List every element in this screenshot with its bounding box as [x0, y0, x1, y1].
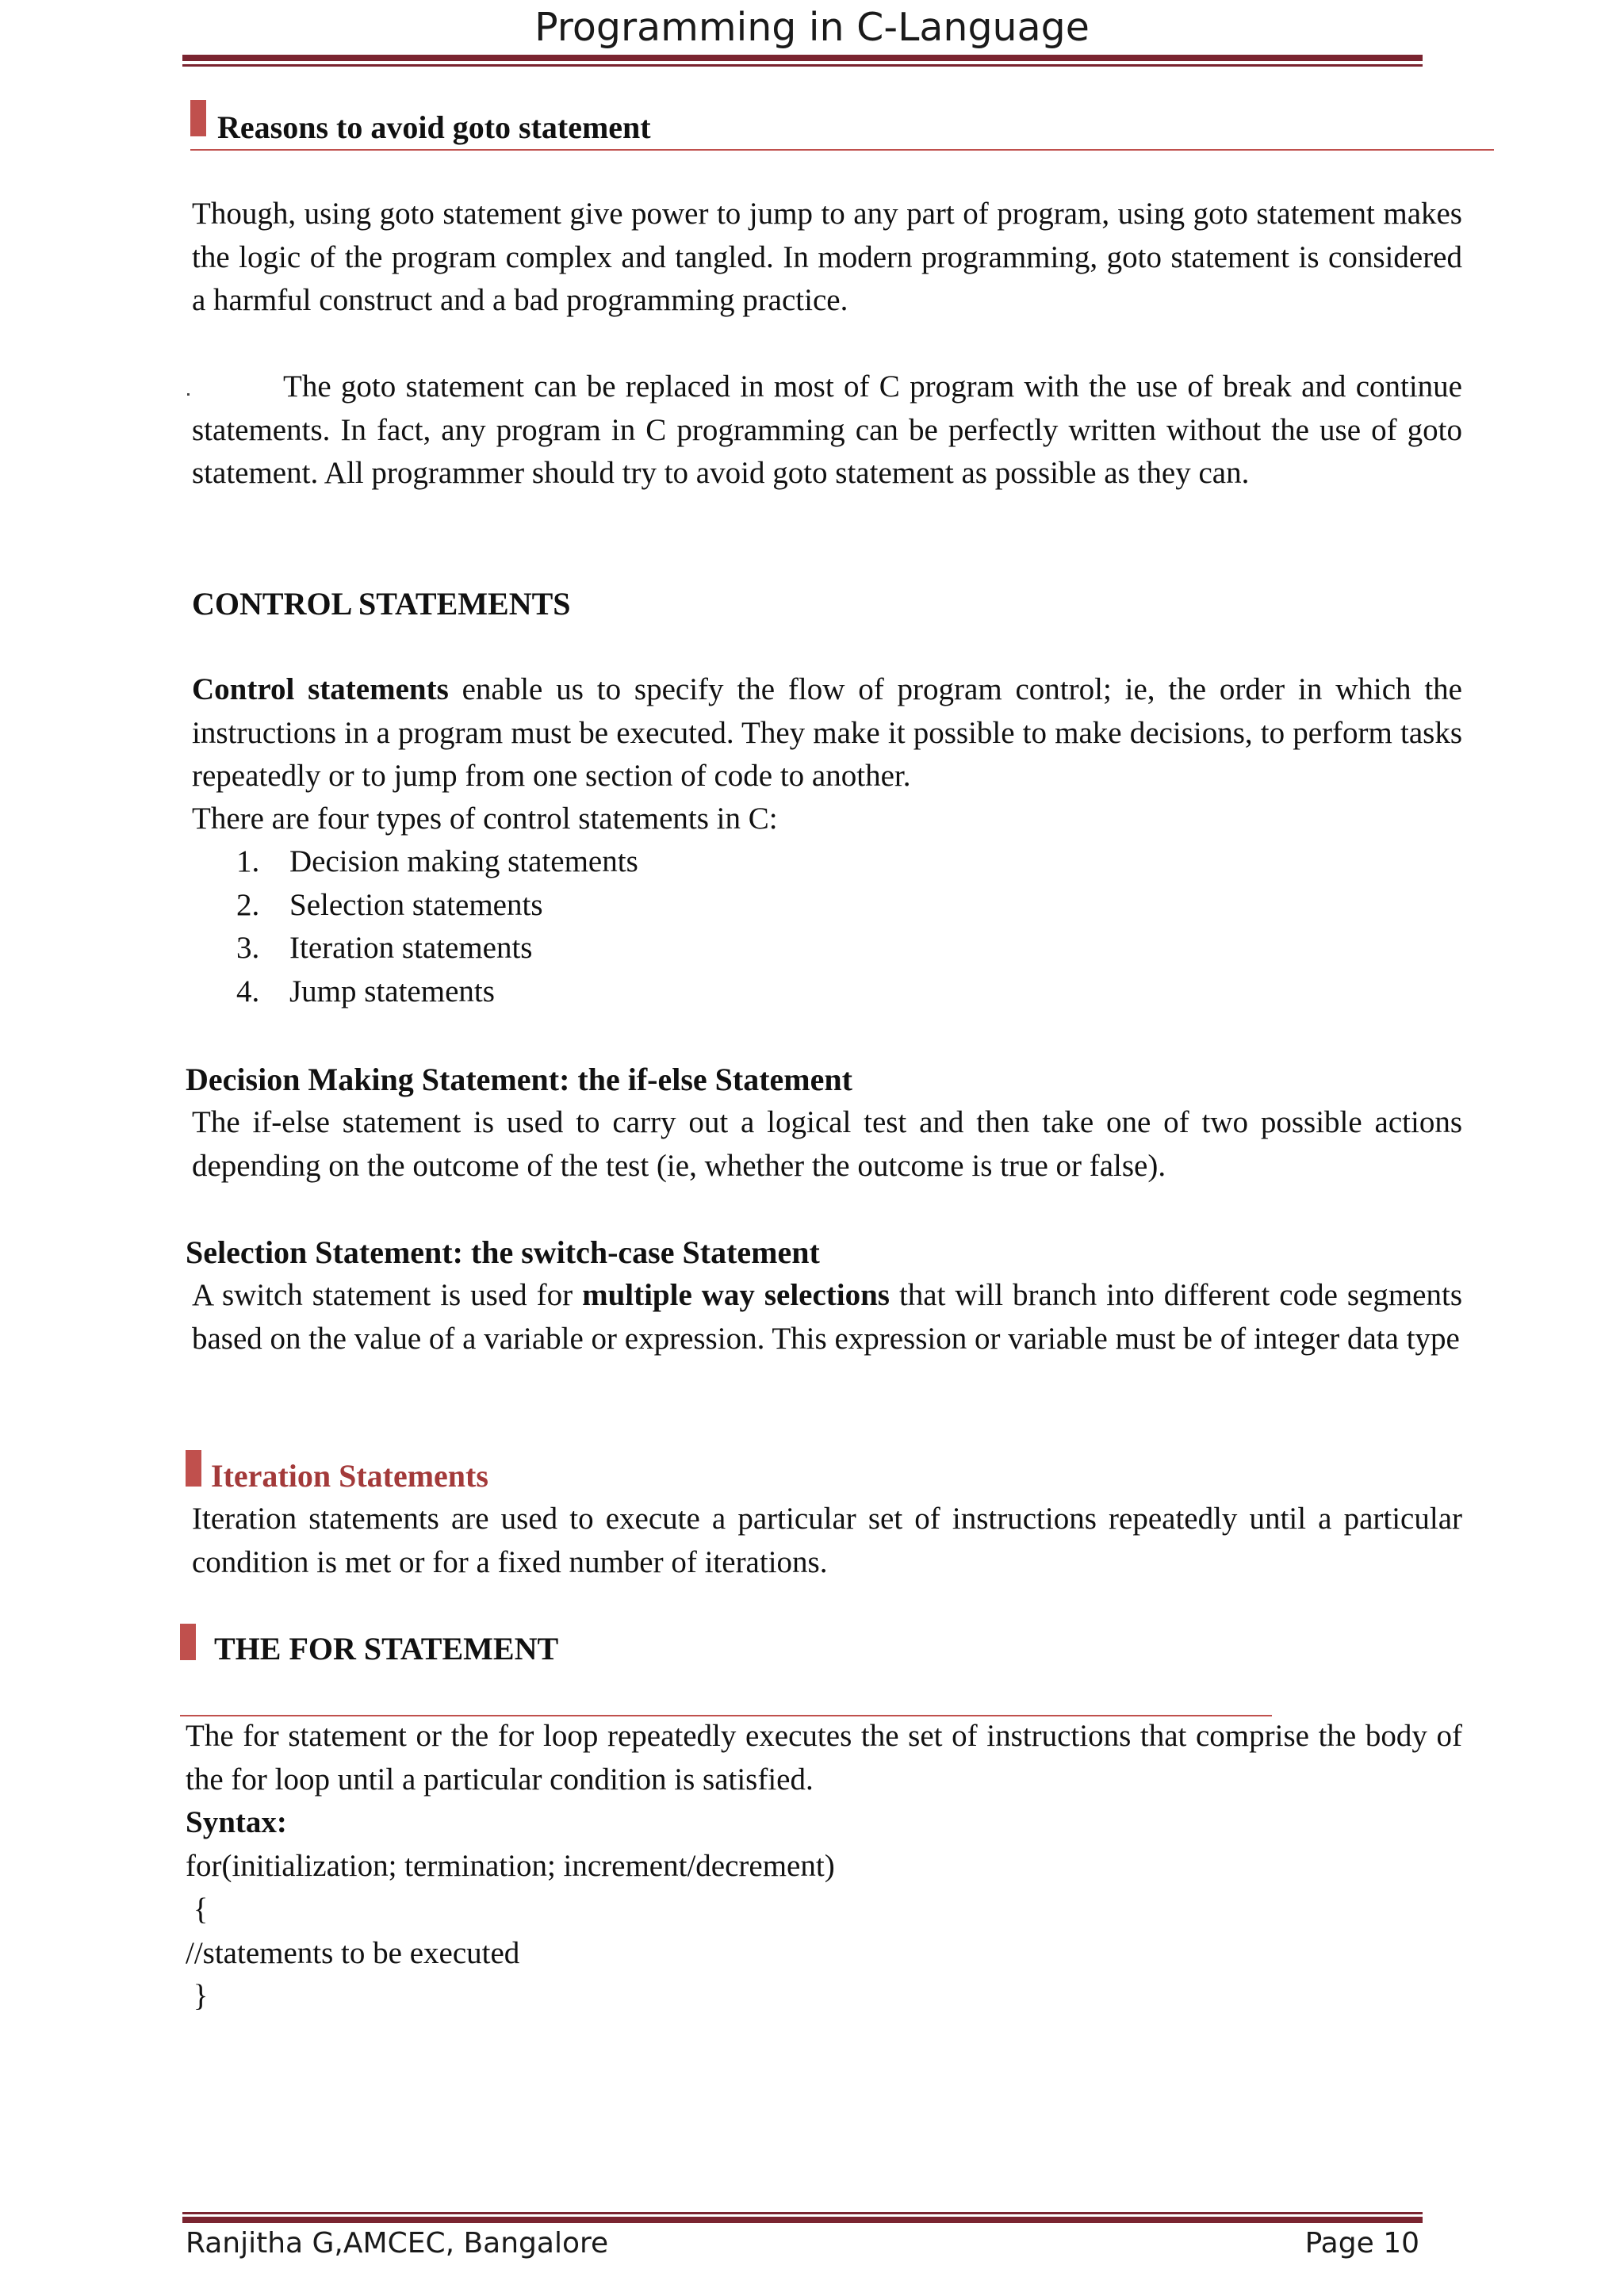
- control-paragraph: [192, 668, 1462, 798]
- list-item: [236, 927, 638, 970]
- code-line: for(initialization; termination; increment/decrement): [186, 1849, 835, 1883]
- decision-paragraph: The if-else statement is used to carry out a logical test and then take one of two possible actions depending on the outcome of the test (ie, whether the outcome is true or false).: [192, 1105, 1462, 1183]
- list-item: [236, 970, 638, 1014]
- footer-rule-thin: [182, 2212, 1423, 2214]
- code-line: }: [186, 1979, 209, 2013]
- selection-heading: Selection Statement: the switch-case Statement: [186, 1234, 820, 1270]
- footer-rule-thick: [182, 2217, 1423, 2223]
- list-item: [236, 884, 638, 928]
- list-item: [236, 840, 638, 884]
- code-line: //statements to be executed: [186, 1936, 520, 1970]
- iteration-paragraph: Iteration statements are used to execute a particular set of instructions repeatedly until a particular condition is met or for a fixed number of iterations.: [192, 1502, 1462, 1579]
- section-marker: [180, 1624, 196, 1660]
- footer-author: Ranjitha G,AMCEC, Bangalore: [186, 2227, 609, 2260]
- list-label: Jump statements: [289, 974, 495, 1008]
- control-lead-term: Control statements: [192, 672, 449, 706]
- list-label: Selection statements: [289, 887, 543, 922]
- code-line: {: [186, 1892, 209, 1927]
- goto-paragraph-2: [192, 365, 1462, 496]
- section-underline: [190, 149, 1494, 151]
- syntax-label: Syntax:: [186, 1805, 287, 1839]
- goto-heading: Reasons to avoid goto statement: [217, 109, 651, 145]
- selection-text-end: that will branch into different code segments based on the value of a variable or expression. This expression or variable must be of integer data type: [192, 1278, 1463, 1356]
- selection-text-start: A switch statement is used for: [192, 1278, 583, 1312]
- control-heading: CONTROL STATEMENTS: [192, 586, 571, 622]
- iteration-heading: Iteration Statements: [211, 1458, 488, 1494]
- list-label: Decision making statements: [289, 844, 638, 878]
- selection-paragraph: [192, 1274, 1462, 1360]
- selection-bold-term: multiple way selections: [582, 1278, 890, 1312]
- section-marker: [190, 100, 206, 136]
- list-number: 3.: [236, 931, 260, 966]
- goto-paragraph-1: Though, using goto statement give power to jump to any part of program, using goto statement makes the logic of the program complex and tangled. In modern programming, goto statement is considered a harmful construct and a bad programming practice.: [192, 197, 1462, 318]
- stray-dot: [187, 393, 190, 396]
- goto-paragraph-2-text: The goto statement can be replaced in most of C program with the use of break and continue statements. In fact, any program in C programming can be perfectly written without the use of goto statement. All programmer should try to avoid goto statement as possible as they can.: [192, 369, 1462, 491]
- section-marker: [186, 1450, 201, 1487]
- list-number: 4.: [236, 974, 260, 1008]
- for-paragraph: The for statement or the for loop repeatedly executes the set of instructions that comprise the body of the for loop until a particular condition is satisfied.: [186, 1719, 1462, 1797]
- control-paragraph-text: enable us to specify the flow of program control; ie, the order in which the instructions in a program must be executed. They make it possible to make decisions, to perform tasks repeatedly or to jump from one section of code to another.: [192, 672, 1462, 794]
- list-label: Iteration statements: [289, 931, 533, 966]
- list-number: 2.: [236, 887, 260, 922]
- list-number: 1.: [236, 844, 260, 878]
- control-types-list: [236, 840, 638, 1013]
- page-header-title: Programming in C-Language: [534, 5, 1090, 50]
- header-rule-thick: [182, 55, 1423, 61]
- footer-page-number: Page 10: [1304, 2227, 1419, 2260]
- control-types-intro: There are four types of control statements in C:: [192, 802, 778, 836]
- header-rule-thin: [182, 64, 1423, 67]
- for-heading: THE FOR STATEMENT: [214, 1631, 559, 1667]
- decision-heading: Decision Making Statement: the if-else Statement: [186, 1062, 852, 1097]
